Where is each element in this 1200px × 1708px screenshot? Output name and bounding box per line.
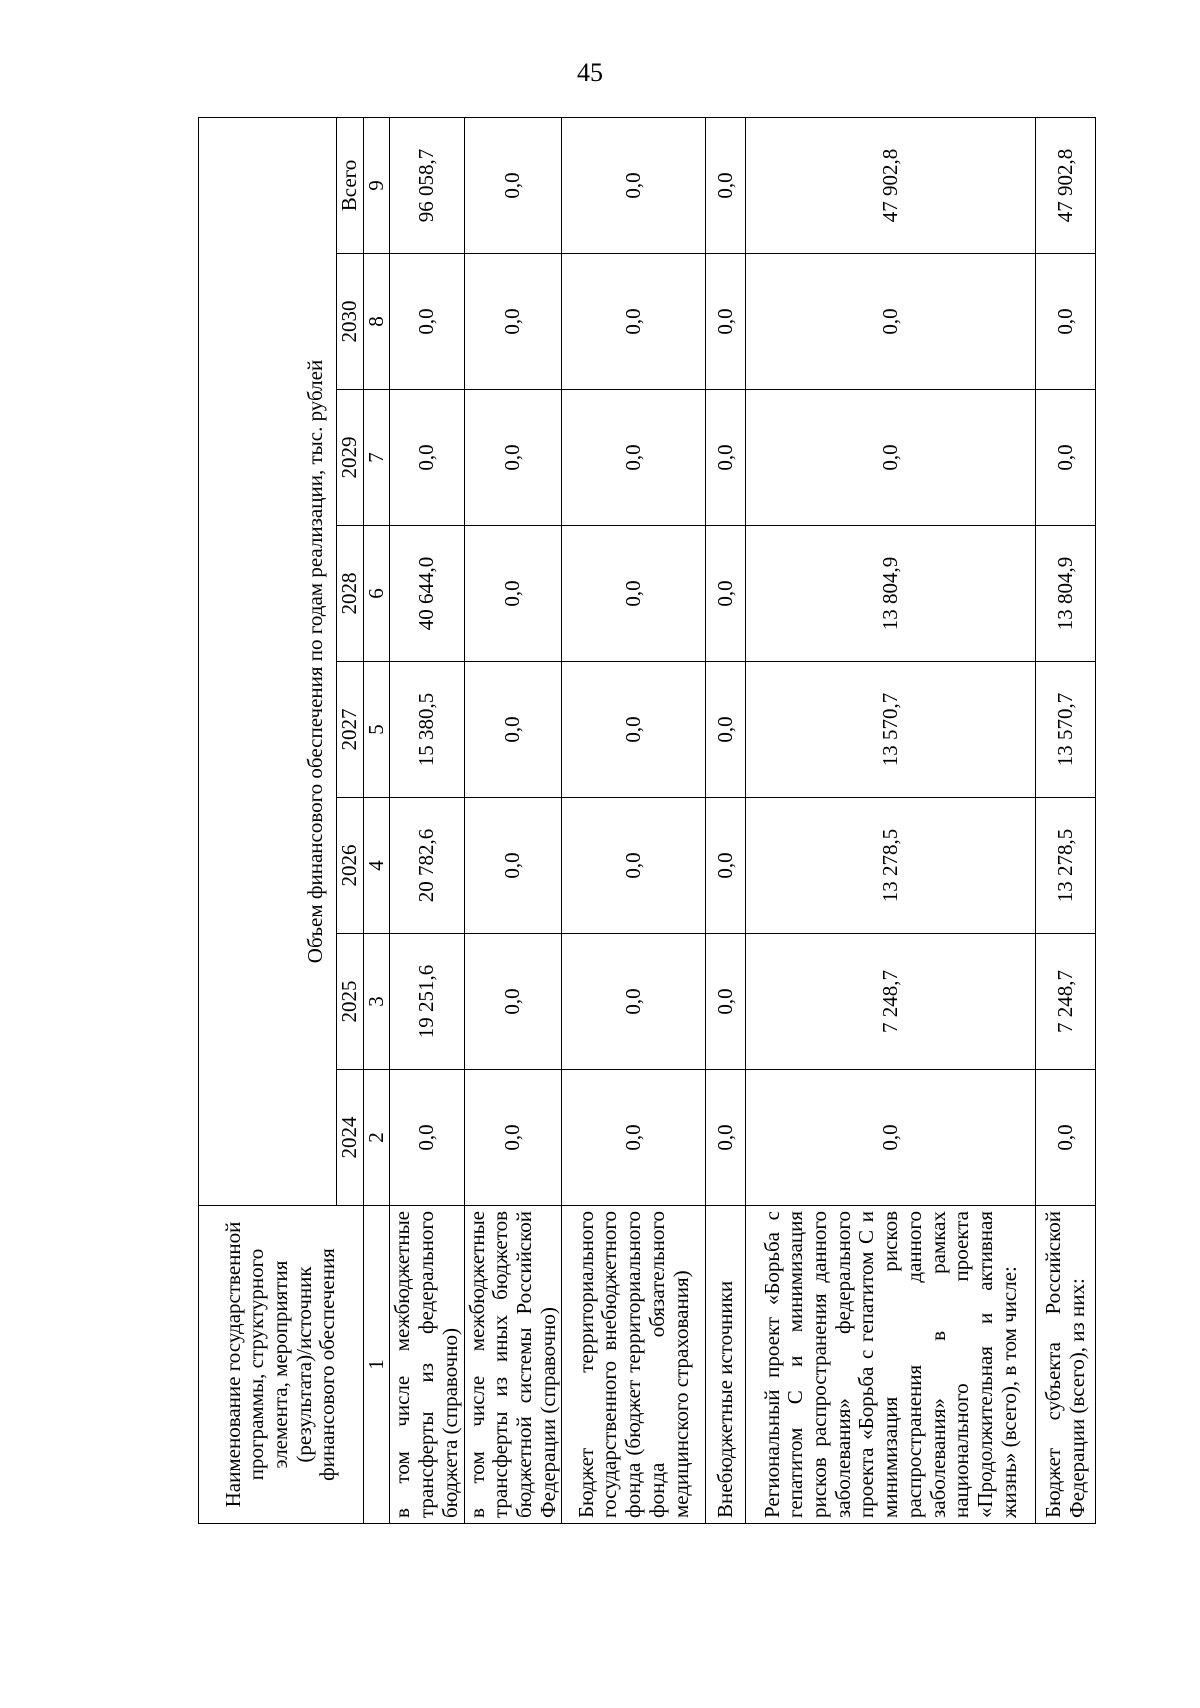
cell-value: 0,0 — [464, 662, 562, 798]
funding-table — [198, 117, 1096, 1524]
cell-value: 0,0 — [706, 117, 746, 253]
cell-value: 47 902,8 — [1036, 117, 1096, 253]
column-number: 5 — [363, 662, 390, 798]
cell-value: 0,0 — [464, 934, 562, 1070]
table-row — [562, 117, 706, 1523]
cell-value: 7 248,7 — [746, 934, 1036, 1070]
cell-value: 0,0 — [1036, 254, 1096, 390]
cell-value: 0,0 — [464, 390, 562, 526]
header-year: 2030 — [337, 254, 364, 390]
row-name: в том числе межбюджетные трансферты из федерального бюджета (справочно) — [390, 1206, 464, 1524]
table-row — [464, 117, 562, 1523]
cell-value: 0,0 — [706, 526, 746, 662]
header-year: 2027 — [337, 662, 364, 798]
column-number: 1 — [363, 1206, 390, 1524]
cell-value: 0,0 — [562, 390, 706, 526]
cell-value: 0,0 — [562, 526, 706, 662]
cell-value: 0,0 — [562, 1070, 706, 1206]
cell-value: 0,0 — [390, 390, 464, 526]
cell-value: 0,0 — [464, 254, 562, 390]
cell-value: 0,0 — [562, 117, 706, 253]
cell-value: 19 251,6 — [390, 934, 464, 1070]
table-row — [390, 117, 464, 1523]
column-number: 3 — [363, 934, 390, 1070]
cell-value: 0,0 — [706, 934, 746, 1070]
cell-value: 0,0 — [1036, 1070, 1096, 1206]
cell-value: 0,0 — [464, 798, 562, 934]
header-name-column: Наименование государственной программы, структурного элемента, мероприятия (результата)/источник финансового обеспечения — [199, 1206, 364, 1524]
cell-value: 13 570,7 — [1036, 662, 1096, 798]
cell-value: 0,0 — [390, 1070, 464, 1206]
cell-value: 0,0 — [706, 662, 746, 798]
header-year: 2024 — [337, 1070, 364, 1206]
cell-value: 0,0 — [746, 254, 1036, 390]
cell-value: 0,0 — [464, 526, 562, 662]
cell-value: 0,0 — [562, 798, 706, 934]
column-number: 9 — [363, 117, 390, 253]
cell-value: 0,0 — [746, 1070, 1036, 1206]
cell-value: 0,0 — [390, 254, 464, 390]
header-total: Всего — [337, 117, 364, 253]
cell-value: 7 248,7 — [1036, 934, 1096, 1070]
cell-value: 13 804,9 — [1036, 526, 1096, 662]
cell-value: 15 380,5 — [390, 662, 464, 798]
cell-value: 0,0 — [706, 798, 746, 934]
cell-value: 0,0 — [562, 254, 706, 390]
rotated-table-wrapper — [198, 124, 1098, 1524]
cell-value: 0,0 — [706, 1070, 746, 1206]
cell-value: 13 278,5 — [746, 798, 1036, 934]
table-row — [1036, 117, 1096, 1523]
column-number: 8 — [363, 254, 390, 390]
header-volume: Объем финансового обеспечения по годам реализации, тыс. рублей — [199, 117, 337, 1205]
table-row — [706, 117, 746, 1523]
column-number: 6 — [363, 526, 390, 662]
cell-value: 0,0 — [1036, 390, 1096, 526]
cell-value: 20 782,6 — [390, 798, 464, 934]
cell-value: 0,0 — [706, 254, 746, 390]
cell-value: 0,0 — [464, 117, 562, 253]
header-year: 2029 — [337, 390, 364, 526]
cell-value: 96 058,7 — [390, 117, 464, 253]
row-name: Региональный проект «Борьба с гепатитом С и минимизация рисков распространения данного заболевания» федерального проекта «Борьба с гепатитом С и минимизация рисков распространения данного заболевания» в рамках национального проекта «Продолжительная и активная жизнь» (всего), в том числе: — [746, 1206, 1036, 1524]
cell-value: 0,0 — [562, 934, 706, 1070]
cell-value: 0,0 — [562, 662, 706, 798]
row-name: в том числе межбюджетные трансферты из иных бюджетов бюджетной системы Российской Федерации (справочно) — [464, 1206, 562, 1524]
column-number: 4 — [363, 798, 390, 934]
cell-value: 13 278,5 — [1036, 798, 1096, 934]
column-number: 2 — [363, 1070, 390, 1206]
cell-value: 0,0 — [464, 1070, 562, 1206]
row-name: Бюджет субъекта Российской Федерации (всего), из них: — [1036, 1206, 1096, 1524]
cell-value: 13 804,9 — [746, 526, 1036, 662]
page-number: 45 — [577, 58, 603, 87]
row-name: Бюджет территориального государственного внебюджетного фонда (бюджет территориального фонда обязательного медицинского страхования) — [562, 1206, 706, 1524]
cell-value: 0,0 — [746, 390, 1036, 526]
cell-value: 40 644,0 — [390, 526, 464, 662]
cell-value: 13 570,7 — [746, 662, 1036, 798]
cell-value: 0,0 — [706, 390, 746, 526]
cell-value: 47 902,8 — [746, 117, 1036, 253]
table-row — [746, 117, 1036, 1523]
header-year: 2026 — [337, 798, 364, 934]
column-number: 7 — [363, 390, 390, 526]
header-year: 2025 — [337, 934, 364, 1070]
row-name: Внебюджетные источники — [706, 1206, 746, 1524]
header-year: 2028 — [337, 526, 364, 662]
